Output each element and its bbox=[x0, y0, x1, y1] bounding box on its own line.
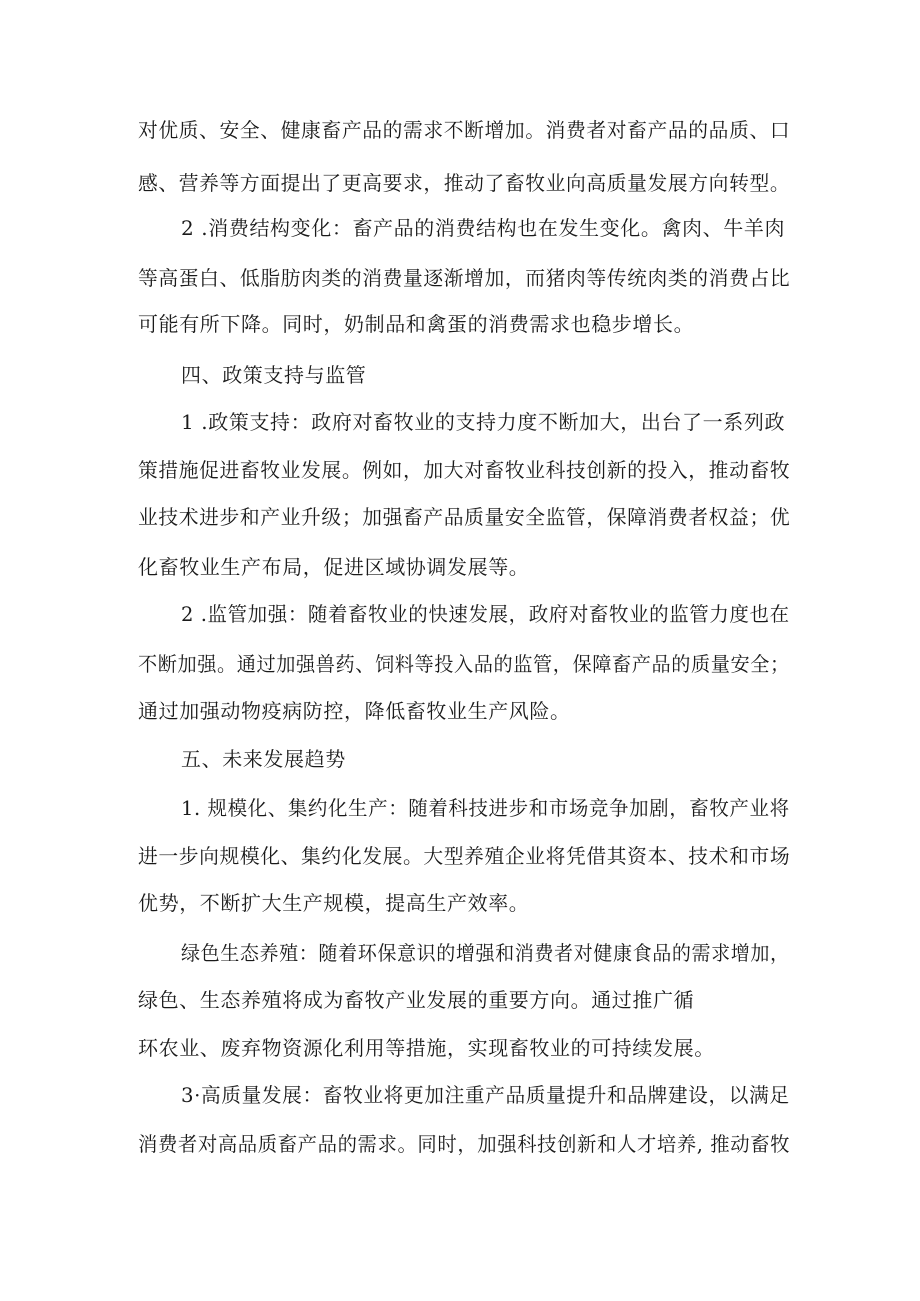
text-line: 不断加强。通过加强兽药、饲料等投入品的监管，保障畜产品的质量安全； bbox=[138, 652, 790, 676]
section-heading: 四、政策支持与监管 bbox=[181, 363, 367, 387]
text-line: 优势，不断扩大生产规模，提高生产效率。 bbox=[138, 891, 530, 915]
text-line: 化畜牧业生产布局，促进区域协调发展等。 bbox=[138, 555, 530, 579]
text-line: 业技术进步和产业升级；加强畜产品质量安全监管，保障消费者权益；优 bbox=[138, 505, 791, 529]
section-heading: 五、未来发展趋势 bbox=[181, 747, 346, 771]
list-item-heading: 1. 规模化、集约化生产：随着科技进步和市场竞争加剧，畜牧产业将 bbox=[181, 796, 790, 820]
list-item-heading: 1 .政策支持：政府对畜牧业的支持力度不断加大，出台了一系列政 bbox=[181, 410, 786, 434]
list-item-heading: 绿色生态养殖：随着环保意识的增强和消费者对健康食品的需求增加， bbox=[181, 941, 790, 965]
text-line: 通过加强动物疫病防控，降低畜牧业生产风险。 bbox=[138, 699, 571, 723]
text-line: 对优质、安全、健康畜产品的需求不断增加。消费者对畜产品的品质、口 bbox=[138, 118, 791, 142]
text-line: 等高蛋白、低脂肪肉类的消费量逐渐增加，而猪肉等传统肉类的消费占比 bbox=[138, 266, 791, 290]
text-line: 环农业、废弃物资源化利用等措施，实现畜牧业的可持续发展。 bbox=[138, 1036, 715, 1060]
text-line: 策措施促进畜牧业发展。例如，加大对畜牧业科技创新的投入，推动畜牧 bbox=[138, 458, 791, 482]
list-item-heading: 2 .消费结构变化：畜产品的消费结构也在发生变化。禽肉、牛羊肉 bbox=[181, 216, 786, 240]
list-item-heading: 2 .监管加强：随着畜牧业的快速发展，政府对畜牧业的监管力度也在 bbox=[181, 602, 790, 626]
text-line: 感、营养等方面提出了更高要求，推动了畜牧业向高质量发展方向转型。 bbox=[138, 171, 791, 195]
text-line: 可能有所下降。同时，奶制品和禽蛋的消费需求也稳步增长。 bbox=[138, 312, 695, 336]
text-line: 消费者对高品质畜产品的需求。同时，加强科技创新和人才培养, 推动畜牧 bbox=[138, 1132, 791, 1156]
list-item-heading: 3·高质量发展：畜牧业将更加注重产品质量提升和品牌建设，以满足 bbox=[181, 1083, 790, 1107]
text-line: 绿色、生态养殖将成为畜牧产业发展的重要方向。通过推广循 bbox=[138, 988, 695, 1012]
text-line: 进一步向规模化、集约化发展。大型养殖企业将凭借其资本、技术和市场 bbox=[138, 844, 791, 868]
